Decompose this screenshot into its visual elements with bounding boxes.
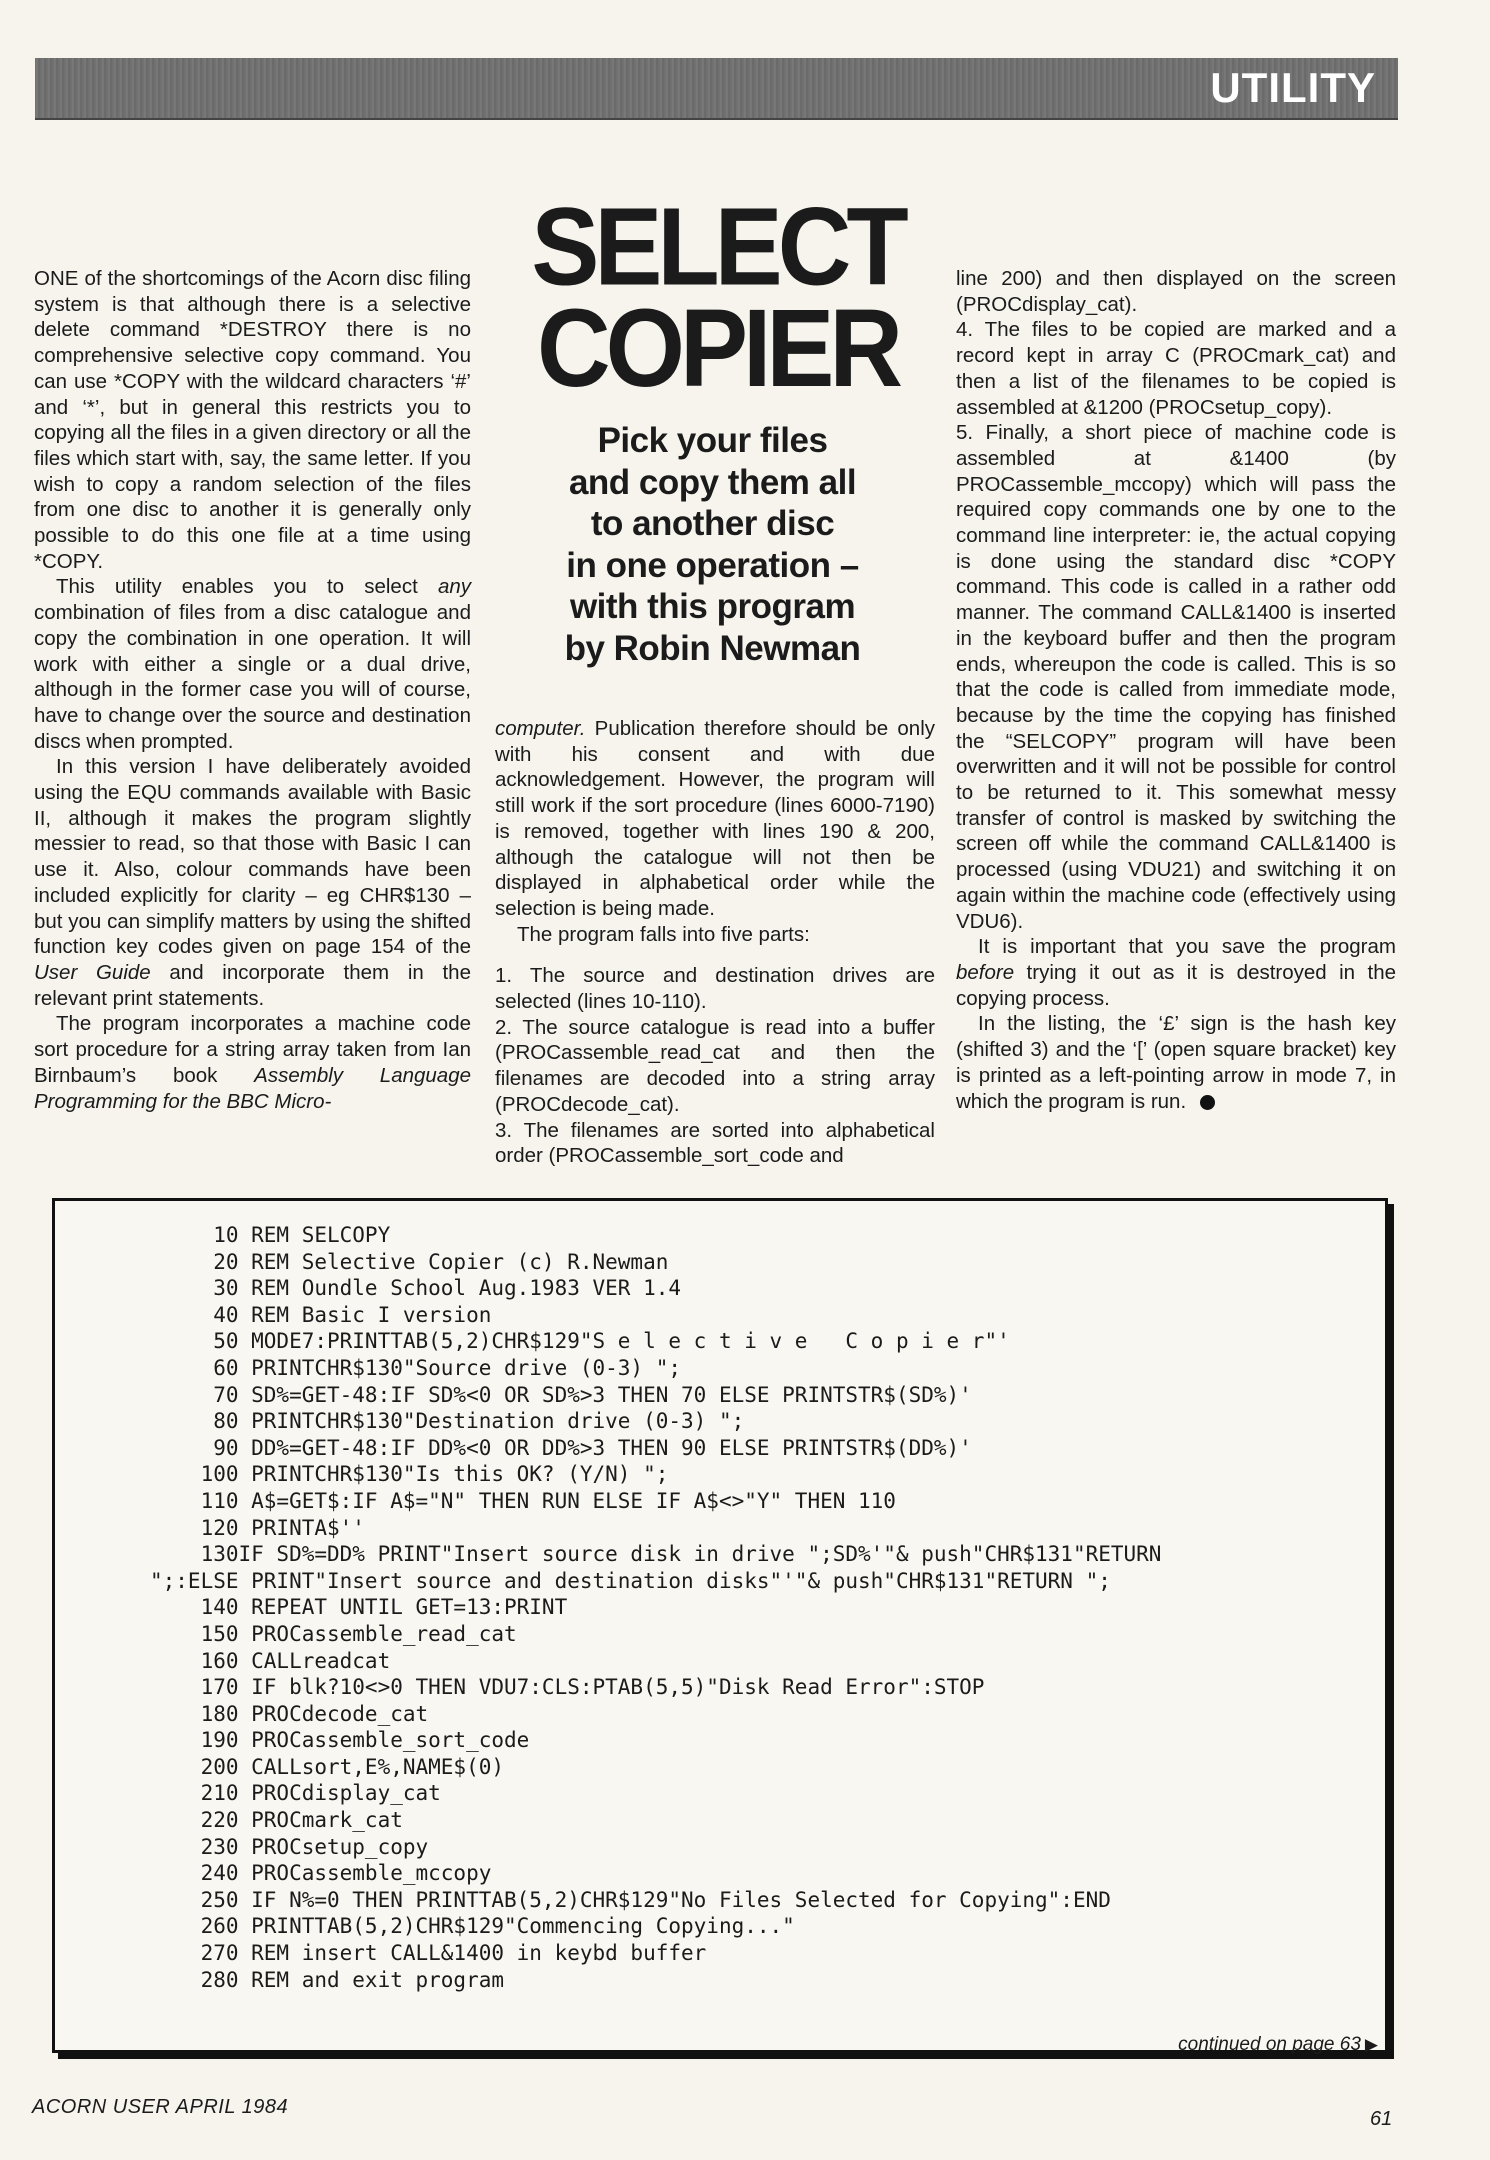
listing-line: 220 PROCmark_cat [150, 1808, 403, 1833]
page-number: 61 [1370, 2108, 1393, 2130]
standfirst [515, 420, 910, 669]
listing-line: 50 MODE7:PRINTTAB(5,2)CHR$129"S e l e c t i v e C o p i e r"' [150, 1329, 1010, 1354]
col1-paragraph-3: In this version I have deliberately avoided using the EQU commands available with Basic II, although it makes the program slightly messier to read, so that those with Basic I can use it. Also, colour commands have been included explicitly for clarity – eg CHR$130 – but you can simplify matters by using the shifted function key codes given on page 154 of the User Guide and incorporate them in the relevant print statements. [34, 755, 471, 1010]
listing-line: 270 REM insert CALL&1400 in keybd buffer [150, 1941, 707, 1966]
standfirst-line: in one operation – [566, 545, 859, 585]
listing-line: ";:ELSE PRINT"Insert source and destination disks"'"& push"CHR$131"RETURN "; [150, 1568, 1111, 1593]
listing-line: 40 REM Basic I version [150, 1302, 492, 1327]
standfirst-line: Pick your files [597, 421, 828, 460]
listing-line: 100 PRINTCHR$130"Is this OK? (Y/N) "; [150, 1462, 669, 1487]
program-listing [150, 1222, 1350, 1993]
section-label: UTILITY [1210, 64, 1376, 111]
listing-line: 250 IF N%=0 THEN PRINTTAB(5,2)CHR$129"No Files Selected for Copying":END [150, 1887, 1111, 1912]
standfirst-line: with this program [569, 587, 856, 626]
listing-line: 190 PROCassemble_sort_code [150, 1728, 530, 1753]
listing-line: 260 PRINTTAB(5,2)CHR$129"Commencing Copying..." [150, 1914, 795, 1939]
continued-note: continued on page 63 ▶ [1178, 2034, 1378, 2055]
listing-line: 10 REM SELCOPY [150, 1223, 391, 1247]
article-column-3 [956, 266, 1396, 1114]
standfirst-line: by Robin Newman [564, 628, 861, 668]
magazine-footer: ACORN USER APRIL 1984 [32, 2096, 289, 2118]
col1-paragraph-4: The program incorporates a machine code sort procedure for a string array taken from Ian Birnbaum’s book Assembly Language Programming for the BBC Micro- [34, 1012, 472, 1113]
listing-line: 170 IF blk?10<>0 THEN VDU7:CLS:PTAB(5,5)"Disk Read Error":STOP [150, 1675, 985, 1700]
col3-list-item-5: 5. Finally, a short piece of machine code is assembled at &1400 (by PROCassemble_mccopy) which will pass the required copy commands one by one to the command line interpreter: ie, the actual copying is done using the standard disc *COPY command. This code is called in a rather odd manner. The command CALL&1400 is inserted in the keyboard buffer and then the program ends, whereupon the code is called. This is so that the code is called from immediate mode, because by the time the copying has finished the “SELCOPY” program will have been overwritten and it will not be possible for control to be returned to it. This somewhat messy transfer of control is masked by switching the screen off while the command CALL&1400 is processed (using VDU21) and switching it on again within the machine code (effectively using VDU6). [956, 421, 1396, 933]
listing-line: 240 PROCassemble_mccopy [150, 1861, 492, 1886]
col1-paragraph-2: This utility enables you to select any combination of files from a disc catalogue and copy the combination in one operation. It will work with either a single or a dual drive, although in the former case you will of course, have to change over the source and destination discs when prompted. [34, 575, 471, 753]
standfirst-line: to another disc [590, 504, 835, 543]
title-line-2: COPIER [536, 286, 899, 410]
col1-paragraph-1: ONE of the shortcomings of the Acorn disc filing system is that although there is a selective delete command *DESTROY there is no comprehensive selective copy command. You can use *COPY with the wildcard characters ‘#’ and ‘*’, but in general this restricts you to copying all the files in a given directory or all the files which start with, say, the same letter. If you wish to copy a random selection of the files from one disc to another it is generally only possible to do this one file at a time using *COPY. [34, 267, 471, 573]
listing-line: 130IF SD%=DD% PRINT"Insert source disk in drive ";SD%'"& push"CHR$131"RETURN [150, 1542, 1162, 1567]
listing-line: 180 PROCdecode_cat [150, 1701, 429, 1726]
end-mark-icon [1200, 1095, 1215, 1110]
col2-list-item-2: 2. The source catalogue is read into a buffer (PROCassemble_read_cat and then the filenames are decoded into a string array (PROCdecode_cat). [495, 1015, 935, 1116]
col3-paragraph-4: It is important that you save the program before trying it out as it is destroyed in the copying process. [956, 935, 1396, 1010]
listing-line: 70 SD%=GET-48:IF SD%<0 OR SD%>3 THEN 70 ELSE PRINTSTR$(SD%)' [150, 1382, 972, 1407]
listing-line: 30 REM Oundle School Aug.1983 VER 1.4 [150, 1276, 682, 1301]
listing-line: 60 PRINTCHR$130"Source drive (0-3) "; [150, 1355, 682, 1380]
col3-paragraph-1: line 200) and then displayed on the screen (PROCdisplay_cat). [956, 267, 1396, 316]
listing-line: 90 DD%=GET-48:IF DD%<0 OR DD%>3 THEN 90 ELSE PRINTSTR$(DD%)' [150, 1435, 972, 1460]
title-line-1: SELECT [531, 185, 904, 309]
col2-paragraph-2: The program falls into five parts: [517, 922, 810, 946]
listing-line: 150 PROCassemble_read_cat [150, 1621, 517, 1646]
listing-line: 140 REPEAT UNTIL GET=13:PRINT [150, 1595, 568, 1620]
listing-line: 280 REM and exit program [150, 1967, 505, 1992]
section-banner [35, 58, 1398, 120]
article-title [490, 185, 945, 410]
listing-line: 120 PRINTA$'' [150, 1515, 365, 1540]
listing-line: 80 PRINTCHR$130"Destination drive (0-3) "; [150, 1409, 745, 1434]
col3-paragraph-5: In the listing, the ‘£’ sign is the hash key (shifted 3) and the ‘[’ (open square bracket) key is printed as a left-pointing arrow in mode 7, in which the program is run. [956, 1012, 1396, 1113]
listing-line: 210 PROCdisplay_cat [150, 1781, 441, 1806]
listing-line: 160 CALLreadcat [150, 1648, 391, 1673]
right-triangle-icon: ▶ [1364, 2035, 1378, 2054]
listing-line: 20 REM Selective Copier (c) R.Newman [150, 1249, 669, 1274]
article-column-1 [34, 266, 471, 1114]
col2-list-item-3: 3. The filenames are sorted into alphabetical order (PROCassemble_sort_code and [495, 1118, 935, 1168]
col3-list-item-4: 4. The files to be copied are marked and a record kept in array C (PROCmark_cat) and then a list of the filenames to be copied is assembled at &1200 (PROCsetup_copy). [956, 318, 1396, 419]
listing-line: 110 A$=GET$:IF A$="N" THEN RUN ELSE IF A$<>"Y" THEN 110 [150, 1488, 896, 1513]
listing-line: 230 PROCsetup_copy [150, 1834, 429, 1859]
article-column-2 [495, 716, 935, 1169]
col2-paragraph-1: computer. Publication therefore should be only with his consent and with due acknowledgement. However, the program will still work if the sort procedure (lines 6000-7190) is removed, together with lines 190 & 200, although the catalogue will not then be displayed in alphabetical order while the selection is being made. [495, 717, 935, 920]
listing-line: 200 CALLsort,E%,NAME$(0) [150, 1754, 505, 1779]
standfirst-line: and copy them all [568, 462, 857, 502]
col2-list-item-1: 1. The source and destination drives are selected (lines 10-110). [495, 964, 935, 1014]
